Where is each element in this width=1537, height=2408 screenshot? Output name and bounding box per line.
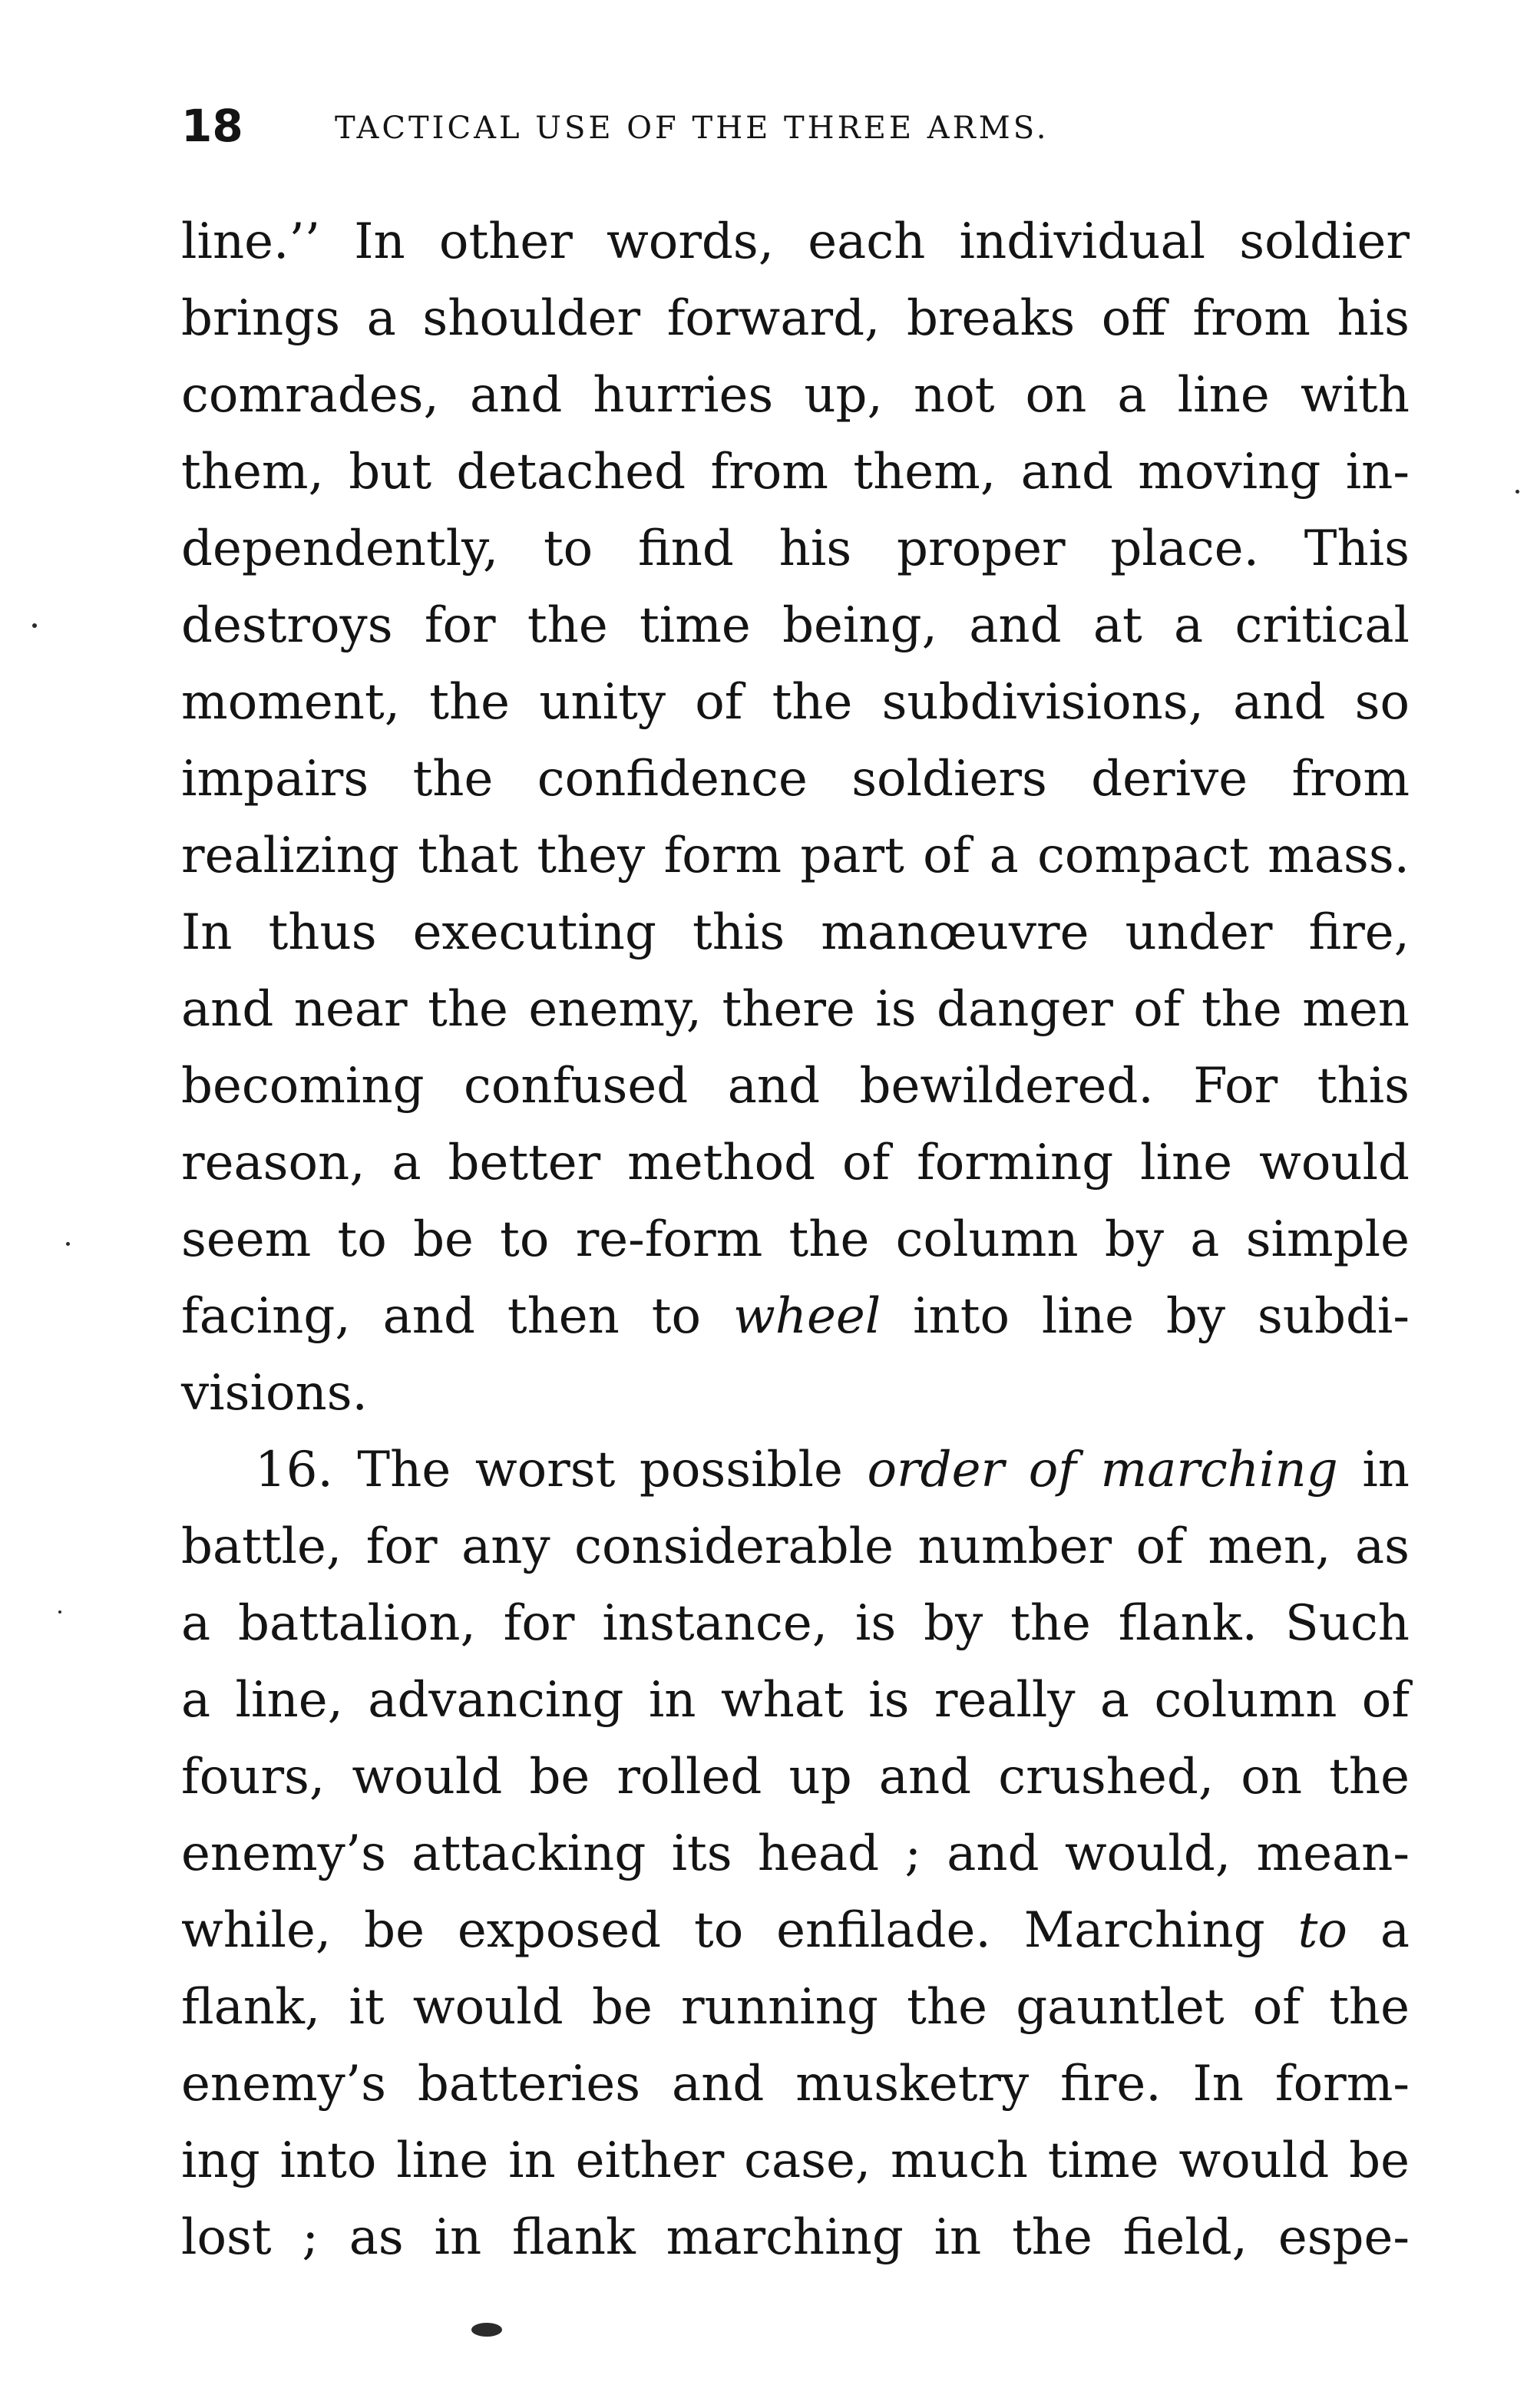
text-line: visions. — [181, 1365, 368, 1422]
speck — [32, 623, 37, 628]
text-line: flank, it would be running the gauntlet of the — [181, 1979, 1410, 2036]
running-title: TACTICAL USE OF THE THREE ARMS. — [335, 111, 1049, 146]
ink-blot — [471, 2323, 502, 2337]
text-line: a line, advancing in what is really a column of — [181, 1672, 1410, 1729]
text-line: line.’’ In other words, each individual soldier — [181, 213, 1410, 270]
text-line — [181, 1892, 1410, 1969]
text-run: while, be exposed to enfilade. Marching — [181, 1902, 1298, 1959]
text-line — [181, 1432, 1410, 1508]
page-header — [181, 100, 1410, 184]
text-line: a battalion, for instance, is by the flank. Such — [181, 1595, 1410, 1652]
text-run: facing, and then to — [181, 1288, 733, 1345]
text-run: in — [1337, 1442, 1410, 1498]
italic-phrase: to — [1297, 1902, 1347, 1959]
text-line: battle, for any considerable number of men, as — [181, 1518, 1410, 1575]
text-line: and near the enemy, there is danger of the men — [181, 981, 1410, 1038]
text-run: into line by subdi- — [881, 1288, 1410, 1345]
text-line: In thus executing this manœuvre under fire, — [181, 904, 1410, 961]
italic-phrase: order of marching — [867, 1442, 1338, 1498]
text-line: becoming confused and bewildered. For this — [181, 1058, 1410, 1115]
speck — [66, 1242, 70, 1246]
text-line: ing into line in either case, much time would be — [181, 2132, 1410, 2189]
text-line: dependently, to find his proper place. This — [181, 520, 1410, 577]
text-line: enemy’s batteries and musketry fire. In form- — [181, 2056, 1410, 2112]
text-line: moment, the unity of the subdivisions, and so — [181, 674, 1410, 731]
text-line: enemy’s attacking its head ; and would, mean- — [181, 1825, 1410, 1882]
text-line: destroys for the time being, and at a critical — [181, 597, 1410, 654]
text-line: brings a shoulder forward, breaks off from his — [181, 290, 1410, 347]
text-line: comrades, and hurries up, not on a line with — [181, 367, 1410, 424]
text-run: a — [1347, 1902, 1410, 1959]
text-line: impairs the confidence soldiers derive from — [181, 751, 1410, 808]
text-line: fours, would be rolled up and crushed, on the — [181, 1749, 1410, 1805]
text-line: them, but detached from them, and moving in- — [181, 444, 1410, 500]
text-line: lost ; as in flank marching in the field, espe- — [181, 2209, 1410, 2266]
speck — [58, 1610, 61, 1614]
text-line — [181, 1278, 1410, 1355]
page-number: 18 — [181, 100, 243, 152]
speck — [1516, 490, 1519, 494]
text-line: seem to be to re-form the column by a simple — [181, 1211, 1410, 1268]
italic-phrase: wheel — [732, 1288, 881, 1345]
text-line: realizing that they form part of a compact mass. — [181, 827, 1410, 884]
text-run: 16. The worst possible — [255, 1442, 868, 1498]
text-line: reason, a better method of forming line would — [181, 1135, 1410, 1191]
